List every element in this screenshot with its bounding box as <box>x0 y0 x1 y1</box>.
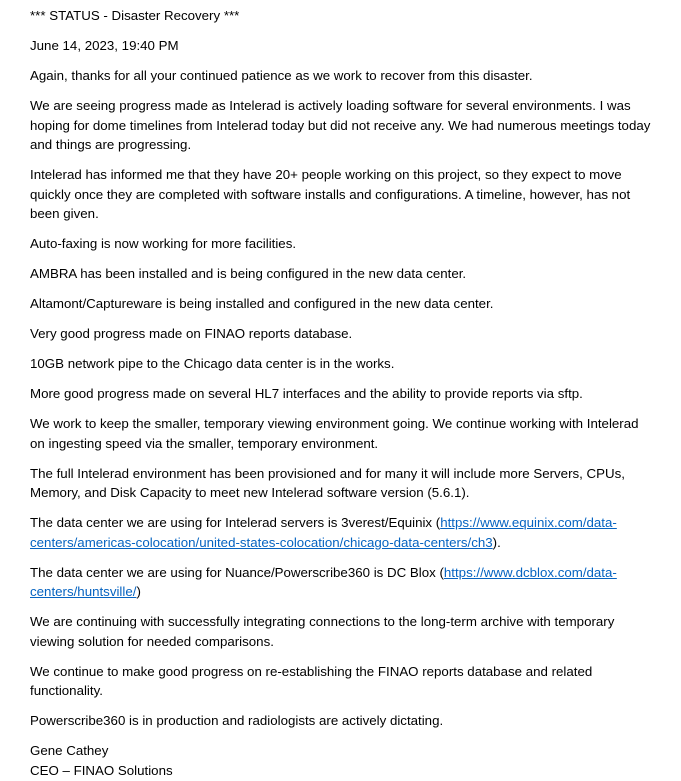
paragraph-datacenter-intelerad <box>30 513 655 552</box>
paragraph-temp-viewing: We work to keep the smaller, temporary viewing environment going. We continue working with Intelerad on ingesting speed via the smaller, temporary environment. <box>30 416 639 451</box>
paragraph-full-environment: The full Intelerad environment has been provisioned and for many it will include more Servers, CPUs, Memory, and Disk Capacity to meet new Intelerad software version (5.6.1). <box>30 465 625 500</box>
paragraph-datacenter-nuance <box>30 563 655 602</box>
datacenter-intelerad-suffix: ). <box>492 534 501 550</box>
paragraph-ambra: AMBRA has been installed and is being configured in the new data center. <box>30 266 467 281</box>
paragraph-archive: We are continuing with successfully integrating connections to the long-term archive with temporary viewing solution for needed comparisons. <box>30 614 615 649</box>
paragraph-hl7: More good progress made on several HL7 interfaces and the ability to provide reports via sftp. <box>30 386 583 401</box>
email-date: June 14, 2023, 19:40 PM <box>30 38 179 53</box>
paragraph-reports-db: We continue to make good progress on re-establishing the FINAO reports database and related functionality. <box>30 663 593 698</box>
paragraph-auto-faxing: Auto-faxing is now working for more facilities. <box>30 236 297 251</box>
paragraph-powerscribe: Powerscribe360 is in production and radiologists are actively dictating. <box>30 713 444 728</box>
signature-title: CEO – FINAO Solutions <box>30 762 173 778</box>
equinix-link[interactable]: https://www.equinix.com/data-centers/americas-colocation/united-states-colocation/chicago-data-centers/ch3 <box>30 515 617 550</box>
datacenter-intelerad-text: The data center we are using for Intelerad servers is 3verest/Equinix ( <box>30 515 441 530</box>
email-subject: *** STATUS - Disaster Recovery *** <box>30 8 240 23</box>
dcblox-link[interactable]: https://www.dcblox.com/data-centers/huntsville/ <box>30 564 617 599</box>
paragraph-finao-db: Very good progress made on FINAO reports database. <box>30 326 353 341</box>
datacenter-nuance-text: The data center we are using for Nuance/Powerscribe360 is DC Blox ( <box>30 564 444 580</box>
paragraph-progress: We are seeing progress made as Intelerad is actively loading software for several environments. I was hoping for dome timelines from Intelerad today but did not receive any. We had numerous meetings today and things are progressing. <box>30 98 651 152</box>
signature-name: Gene Cathey <box>30 743 109 758</box>
email-body <box>30 6 655 780</box>
paragraph-thanks: Again, thanks for all your continued patience as we work to recover from this disaster. <box>30 68 533 83</box>
datacenter-nuance-suffix: ) <box>136 584 141 599</box>
paragraph-altamont: Altamont/Captureware is being installed and configured in the new data center. <box>30 296 494 311</box>
paragraph-network-pipe: 10GB network pipe to the Chicago data center is in the works. <box>30 356 395 371</box>
paragraph-intelerad-team: Intelerad has informed me that they have 20+ people working on this project, so they expect to move quickly once they are completed with software installs and configurations. A timeline, however, has not been given. <box>30 167 631 221</box>
